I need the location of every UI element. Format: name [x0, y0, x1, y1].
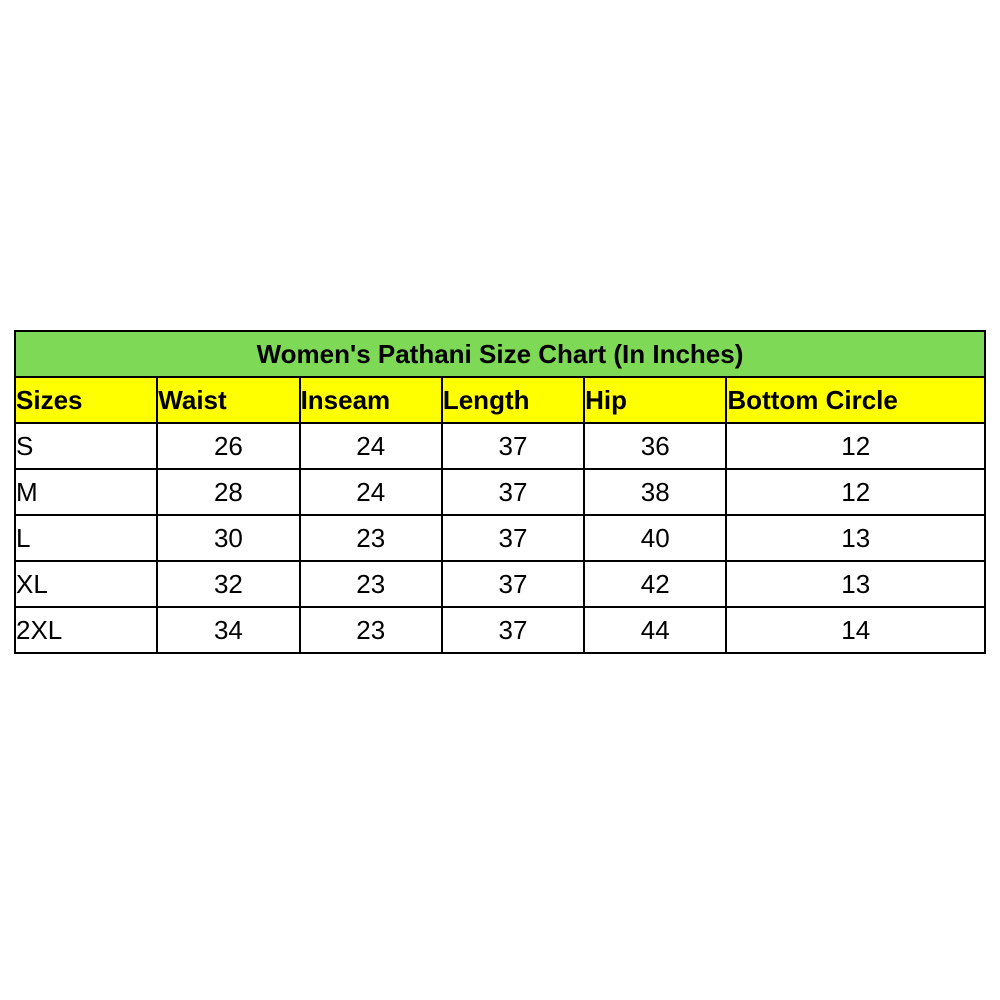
- column-header-length: Length: [442, 377, 584, 423]
- cell-size: L: [15, 515, 157, 561]
- cell-hip: 42: [584, 561, 726, 607]
- column-header-inseam: Inseam: [300, 377, 442, 423]
- table-row: [15, 469, 985, 515]
- cell-hip: 36: [584, 423, 726, 469]
- cell-hip: 40: [584, 515, 726, 561]
- cell-length: 37: [442, 607, 584, 653]
- cell-hip: 44: [584, 607, 726, 653]
- size-chart-table: [14, 330, 986, 654]
- cell-hip: 38: [584, 469, 726, 515]
- cell-inseam: 23: [300, 561, 442, 607]
- cell-inseam: 23: [300, 515, 442, 561]
- column-header-hip: Hip: [584, 377, 726, 423]
- table-row: [15, 607, 985, 653]
- size-chart-container: [14, 330, 986, 654]
- cell-bottom-circle: 13: [726, 515, 985, 561]
- cell-waist: 32: [157, 561, 299, 607]
- column-header-waist: Waist: [157, 377, 299, 423]
- table-title-row: [15, 331, 985, 377]
- cell-length: 37: [442, 561, 584, 607]
- cell-waist: 28: [157, 469, 299, 515]
- chart-title: Women's Pathani Size Chart (In Inches): [15, 331, 985, 377]
- table-row: [15, 561, 985, 607]
- cell-bottom-circle: 14: [726, 607, 985, 653]
- cell-bottom-circle: 12: [726, 469, 985, 515]
- cell-bottom-circle: 12: [726, 423, 985, 469]
- table-row: [15, 515, 985, 561]
- cell-inseam: 23: [300, 607, 442, 653]
- cell-size: XL: [15, 561, 157, 607]
- table-header-row: [15, 377, 985, 423]
- cell-inseam: 24: [300, 469, 442, 515]
- cell-length: 37: [442, 469, 584, 515]
- cell-bottom-circle: 13: [726, 561, 985, 607]
- cell-inseam: 24: [300, 423, 442, 469]
- cell-waist: 34: [157, 607, 299, 653]
- cell-waist: 26: [157, 423, 299, 469]
- cell-size: S: [15, 423, 157, 469]
- column-header-sizes: Sizes: [15, 377, 157, 423]
- cell-size: 2XL: [15, 607, 157, 653]
- cell-length: 37: [442, 423, 584, 469]
- cell-length: 37: [442, 515, 584, 561]
- cell-waist: 30: [157, 515, 299, 561]
- column-header-bottom-circle: Bottom Circle: [726, 377, 985, 423]
- cell-size: M: [15, 469, 157, 515]
- table-row: [15, 423, 985, 469]
